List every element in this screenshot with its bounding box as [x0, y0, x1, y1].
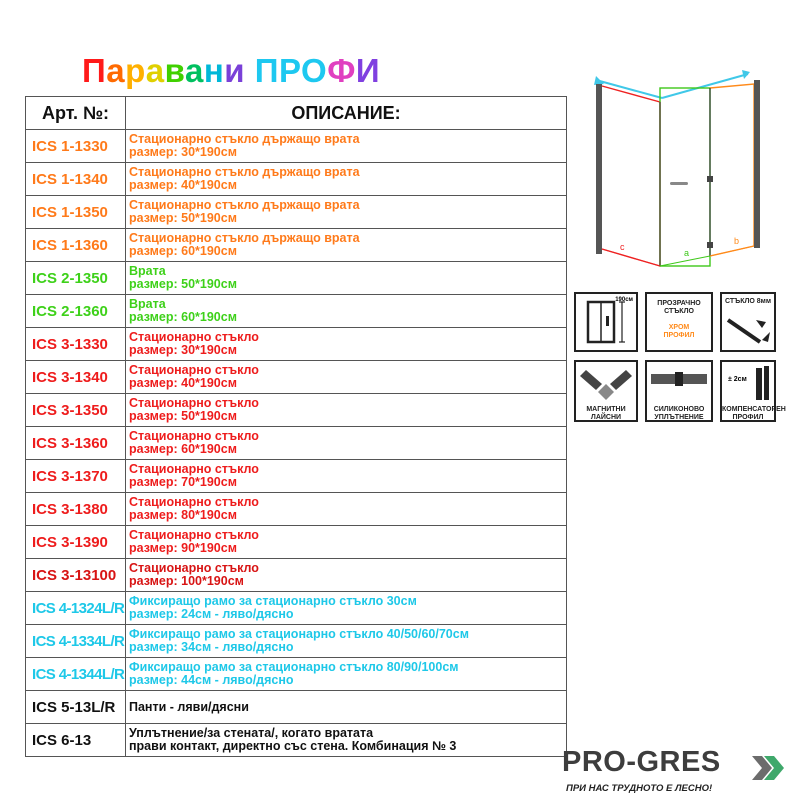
article-number: ICS 1-1330	[26, 130, 126, 163]
glass-thickness-label: СТЪКЛО 8мм	[724, 298, 772, 305]
title-part: а	[106, 52, 126, 89]
description	[126, 724, 567, 757]
description-line-2: размер: 50*190см	[129, 277, 237, 291]
article-number: ICS 4-1344L/R	[26, 658, 126, 691]
description-line-2: размер: 90*190см	[129, 541, 237, 555]
title-part	[245, 52, 255, 89]
silicone-feature	[645, 360, 713, 422]
description-line-1: Уплътнение/за стената/, когато вратата	[129, 726, 374, 740]
description-line-1: Врата	[129, 297, 166, 311]
description-line-2: размер: 70*190см	[129, 475, 237, 489]
description	[126, 691, 567, 724]
title-part: н	[203, 52, 225, 89]
silicone-label: СИЛИКОНОВО УПЛЪТНЕНИЕ	[653, 406, 705, 421]
description-line-1: Врата	[129, 264, 166, 278]
description	[126, 427, 567, 460]
article-number: ICS 3-13100	[26, 559, 126, 592]
description-line-1: Стационарно стъкло	[129, 429, 259, 443]
description	[126, 559, 567, 592]
table-row	[26, 724, 567, 757]
article-number: ICS 4-1324L/R	[26, 592, 126, 625]
description-line-1: Стационарно стъкло държащо врата	[129, 231, 360, 245]
description-line-2: размер: 44см - ляво/дясно	[129, 673, 294, 687]
description	[126, 262, 567, 295]
description-line-2: прави контакт, директно със стена. Комбинация № 3	[129, 739, 457, 753]
article-number: ICS 3-1370	[26, 460, 126, 493]
description-line-2: размер: 30*190см	[129, 145, 237, 159]
table-header-row	[26, 97, 567, 130]
description-line-1: Фиксиращо рамо за стационарно стъкло 80/90/100см	[129, 660, 459, 674]
description-line-1: Стационарно стъкло	[129, 363, 259, 377]
description	[126, 493, 567, 526]
table-row	[26, 427, 567, 460]
description-line-1: Стационарно стъкло	[129, 528, 259, 542]
compensation-feature	[720, 360, 786, 422]
description	[126, 526, 567, 559]
title-part: в	[164, 52, 185, 89]
description-line-1: Стационарно стъкло	[129, 561, 259, 575]
table-row	[26, 691, 567, 724]
magnetic-feature	[574, 360, 638, 422]
label-b: b	[734, 236, 740, 246]
article-number: ICS 3-1340	[26, 361, 126, 394]
description	[126, 295, 567, 328]
table-row	[26, 328, 567, 361]
header-article: Арт. №:	[26, 97, 126, 130]
article-number: ICS 1-1360	[26, 229, 126, 262]
description	[126, 328, 567, 361]
table-row	[26, 658, 567, 691]
article-number: ICS 5-13L/R	[26, 691, 126, 724]
glass-chrome-feature	[645, 292, 713, 352]
title-part: И	[355, 52, 381, 89]
description-line-2: размер: 40*190см	[129, 178, 237, 192]
description-line-2: размер: 40*190см	[129, 376, 237, 390]
title-part: и	[224, 52, 246, 89]
description-line-1: Фиксиращо рамо за стационарно стъкло 30см	[129, 594, 417, 608]
description-line-1: Стационарно стъкло	[129, 396, 259, 410]
description-line-2: размер: 100*190см	[129, 574, 244, 588]
table-row	[26, 493, 567, 526]
table-row	[26, 460, 567, 493]
compensation-label: КОМПЕНСАТОРЕН ПРОФИЛ	[722, 406, 786, 421]
shower-enclosure-diagram	[588, 66, 768, 276]
table-row	[26, 229, 567, 262]
description-line-1: Стационарно стъкло	[129, 462, 259, 476]
feature-icons	[571, 290, 786, 424]
glass-thickness-feature	[720, 292, 776, 352]
description-line-1: Стационарно стъкло	[129, 495, 259, 509]
article-number: ICS 3-1390	[26, 526, 126, 559]
table-row	[26, 196, 567, 229]
page-title	[82, 52, 380, 90]
description-line-2: размер: 30*190см	[129, 343, 237, 357]
description-line-2: размер: 24см - ляво/дясно	[129, 607, 294, 621]
product-table	[25, 96, 567, 757]
title-part: П	[82, 52, 107, 89]
description	[126, 592, 567, 625]
table-row	[26, 262, 567, 295]
title-part: р	[125, 52, 146, 89]
article-number: ICS 4-1334L/R	[26, 625, 126, 658]
article-number: ICS 2-1360	[26, 295, 126, 328]
description-line-2: размер: 80*190см	[129, 508, 237, 522]
description	[126, 658, 567, 691]
table-row	[26, 394, 567, 427]
article-number: ICS 3-1380	[26, 493, 126, 526]
description-line-1: Стационарно стъкло държащо врата	[129, 198, 360, 212]
table-row	[26, 361, 567, 394]
height-feature	[574, 292, 638, 352]
label-c: c	[620, 242, 625, 252]
label-a: a	[684, 248, 690, 258]
article-number: ICS 3-1350	[26, 394, 126, 427]
description	[126, 163, 567, 196]
table-row	[26, 130, 567, 163]
article-number: ICS 3-1360	[26, 427, 126, 460]
table-row	[26, 559, 567, 592]
brand-chevron-icon	[748, 750, 786, 786]
chrome-profile-label: ХРОМ ПРОФИЛ	[663, 324, 695, 339]
article-number: ICS 1-1340	[26, 163, 126, 196]
description-line-2: размер: 60*190см	[129, 244, 237, 258]
header-description: ОПИСАНИЕ:	[126, 97, 567, 130]
description	[126, 394, 567, 427]
brand-name: PRO-GRES	[562, 746, 721, 778]
title-part: ПРО	[254, 52, 328, 89]
description	[126, 130, 567, 163]
height-label: 190см	[615, 297, 633, 303]
description	[126, 361, 567, 394]
compensation-value: ± 2см	[728, 376, 747, 383]
description-line-2: размер: 60*190см	[129, 310, 237, 324]
table-row	[26, 163, 567, 196]
article-number: ICS 1-1350	[26, 196, 126, 229]
table-row	[26, 625, 567, 658]
description-line-1: Панти - ляви/дясни	[129, 699, 249, 714]
clear-glass-label: ПРОЗРАЧНО СТЪКЛО	[657, 300, 701, 315]
article-number: ICS 6-13	[26, 724, 126, 757]
description-line-2: размер: 50*190см	[129, 211, 237, 225]
article-number: ICS 3-1330	[26, 328, 126, 361]
description-line-2: размер: 34см - ляво/дясно	[129, 640, 294, 654]
table-row	[26, 526, 567, 559]
description-line-2: размер: 60*190см	[129, 442, 237, 456]
description-line-1: Стационарно стъкло държащо врата	[129, 132, 360, 146]
description-line-2: размер: 50*190см	[129, 409, 237, 423]
description	[126, 625, 567, 658]
description-line-1: Стационарно стъкло	[129, 330, 259, 344]
description	[126, 196, 567, 229]
table-row	[26, 592, 567, 625]
title-part: а	[184, 52, 204, 89]
title-part: Ф	[327, 52, 356, 89]
description	[126, 460, 567, 493]
title-part: а	[145, 52, 165, 89]
brand-slogan: ПРИ НАС ТРУДНОТО Е ЛЕСНО!	[566, 783, 713, 794]
table-row	[26, 295, 567, 328]
description-line-1: Фиксиращо рамо за стационарно стъкло 40/50/60/70см	[129, 627, 469, 641]
brand-logo	[562, 746, 792, 796]
article-number: ICS 2-1350	[26, 262, 126, 295]
magnetic-label: МАГНИТНИ ЛАЙСНИ	[586, 406, 626, 421]
description-line-1: Стационарно стъкло държащо врата	[129, 165, 360, 179]
description	[126, 229, 567, 262]
